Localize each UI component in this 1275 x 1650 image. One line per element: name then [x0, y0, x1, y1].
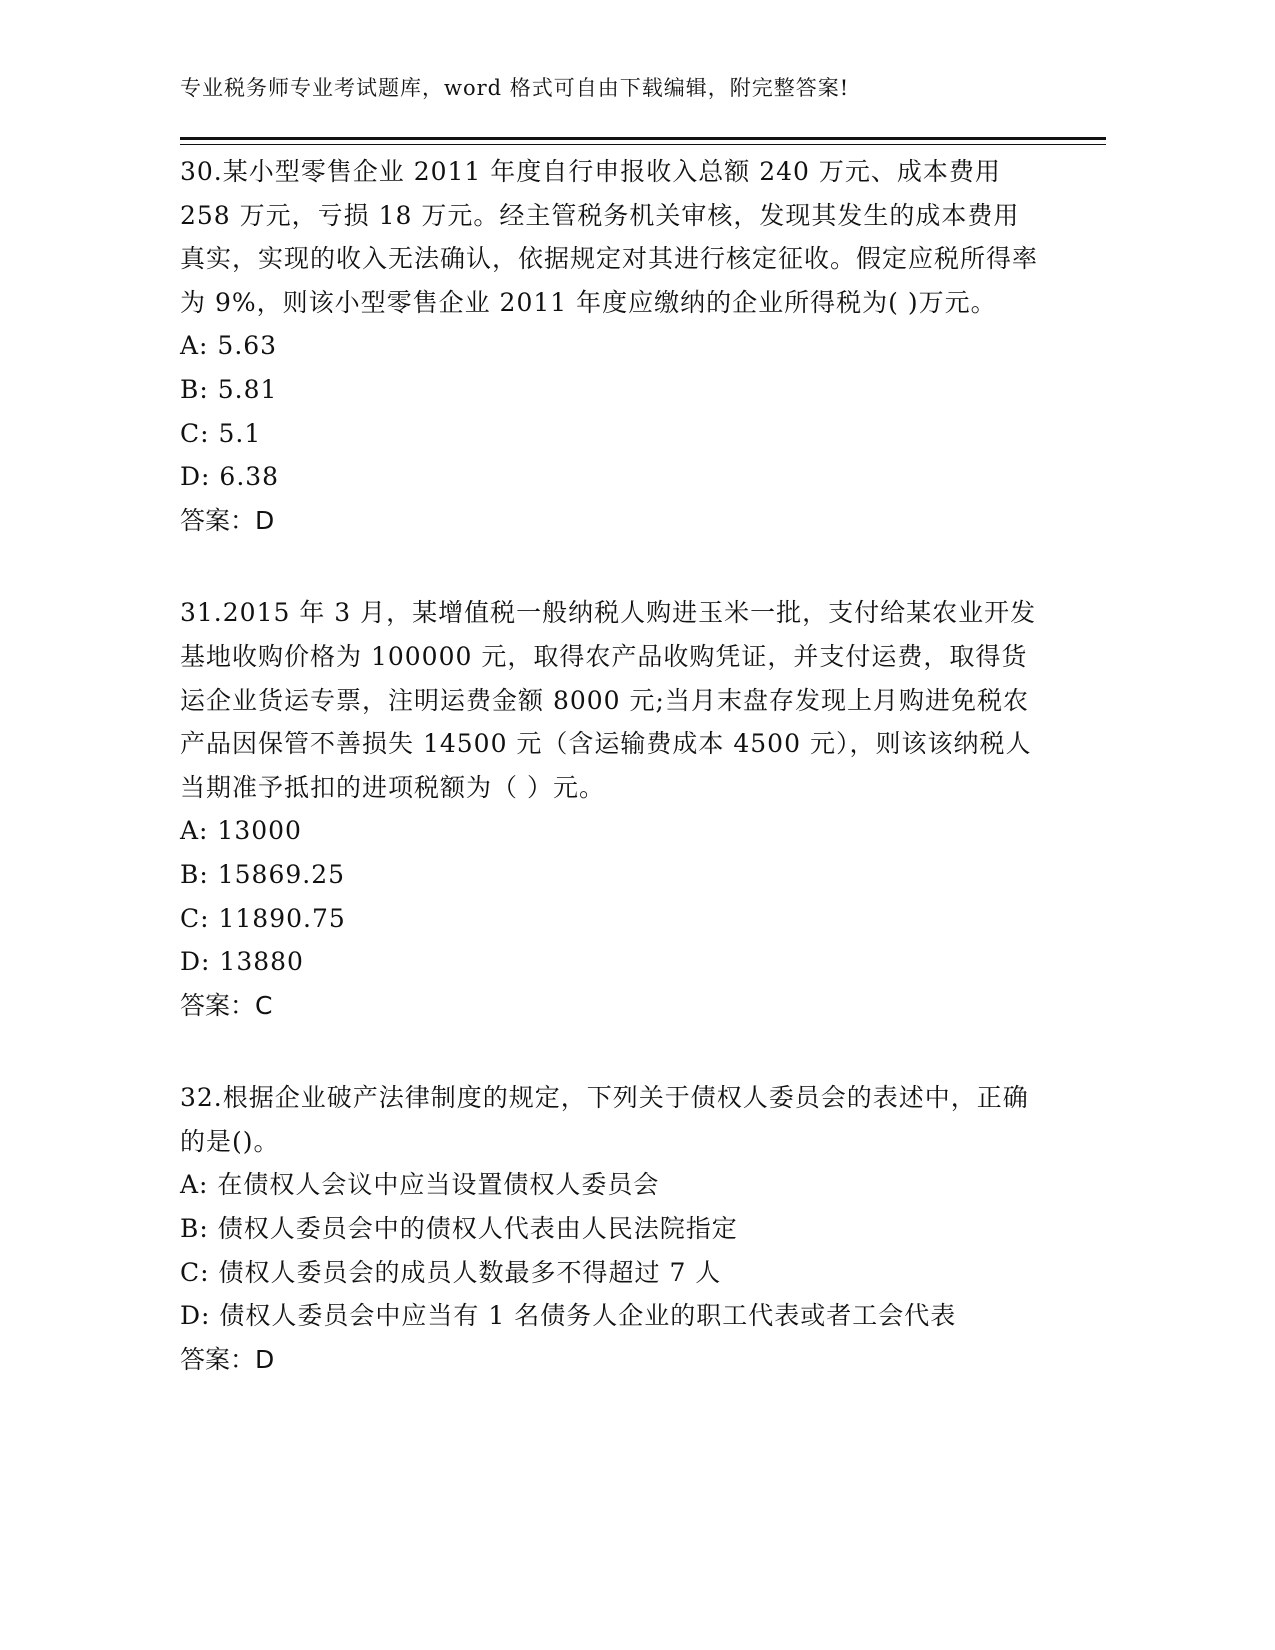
- option-c: C: 5.1: [180, 418, 262, 448]
- option-d: D: 债权人委员会中应当有 1 名债务人企业的职工代表或者工会代表: [180, 1301, 957, 1331]
- question-text: 30.某小型零售企业 2011 年度自行申报收入总额 240 万元、成本费用 258 万元，亏损 18 万元。经主管税务机关审核，发现其发生的成本费用真实，实现的收入无法确认，依据规定对其进行核定征收。假定应税所得率为 9%，则该小型零售企业 2011 年度应缴纳的企业所得税为( )万元。: [180, 157, 1039, 317]
- question-text: 31.2015 年 3 月，某增值税一般纳税人购进玉米一批，支付给某农业开发基地收购价格为 100000 元，取得农产品收购凭证，并支付运费，取得货运企业货运专票，注明运费金额 8000 元;当月末盘存发现上月购进免税农产品因保管不善损失 14500 元（含运输费成本 4500 元），则该该纳税人当期准予抵扣的进项税额为（ ）元。: [180, 598, 1037, 802]
- option-b: B: 债权人委员会中的债权人代表由人民法院指定: [180, 1214, 738, 1244]
- option-a: A: 13000: [180, 816, 302, 846]
- question-32: [180, 1076, 1040, 1381]
- option-a: A: 5.63: [180, 331, 278, 361]
- option-b: B: 5.81: [180, 374, 278, 404]
- question-30: [180, 150, 1040, 542]
- question-31: [180, 591, 1040, 1027]
- option-b: B: 15869.25: [180, 859, 346, 889]
- option-c: C: 11890.75: [180, 903, 346, 933]
- question-list: [180, 150, 1040, 1430]
- question-text: 32.根据企业破产法律制度的规定，下列关于债权人委员会的表述中，正确的是()。: [180, 1083, 1029, 1156]
- option-d: D: 6.38: [180, 462, 280, 492]
- answer: 答案：D: [180, 505, 275, 535]
- page-header: 专业税务师专业考试题库，word 格式可自由下载编辑，附完整答案!: [180, 76, 850, 100]
- option-d: D: 13880: [180, 947, 304, 977]
- answer: 答案：D: [180, 1344, 275, 1374]
- header-divider-thin: [180, 144, 1106, 145]
- answer: 答案：C: [180, 990, 273, 1020]
- header-divider: [180, 137, 1106, 140]
- option-a: A: 在债权人会议中应当设置债权人委员会: [180, 1170, 660, 1200]
- option-c: C: 债权人委员会的成员人数最多不得超过 7 人: [180, 1257, 722, 1287]
